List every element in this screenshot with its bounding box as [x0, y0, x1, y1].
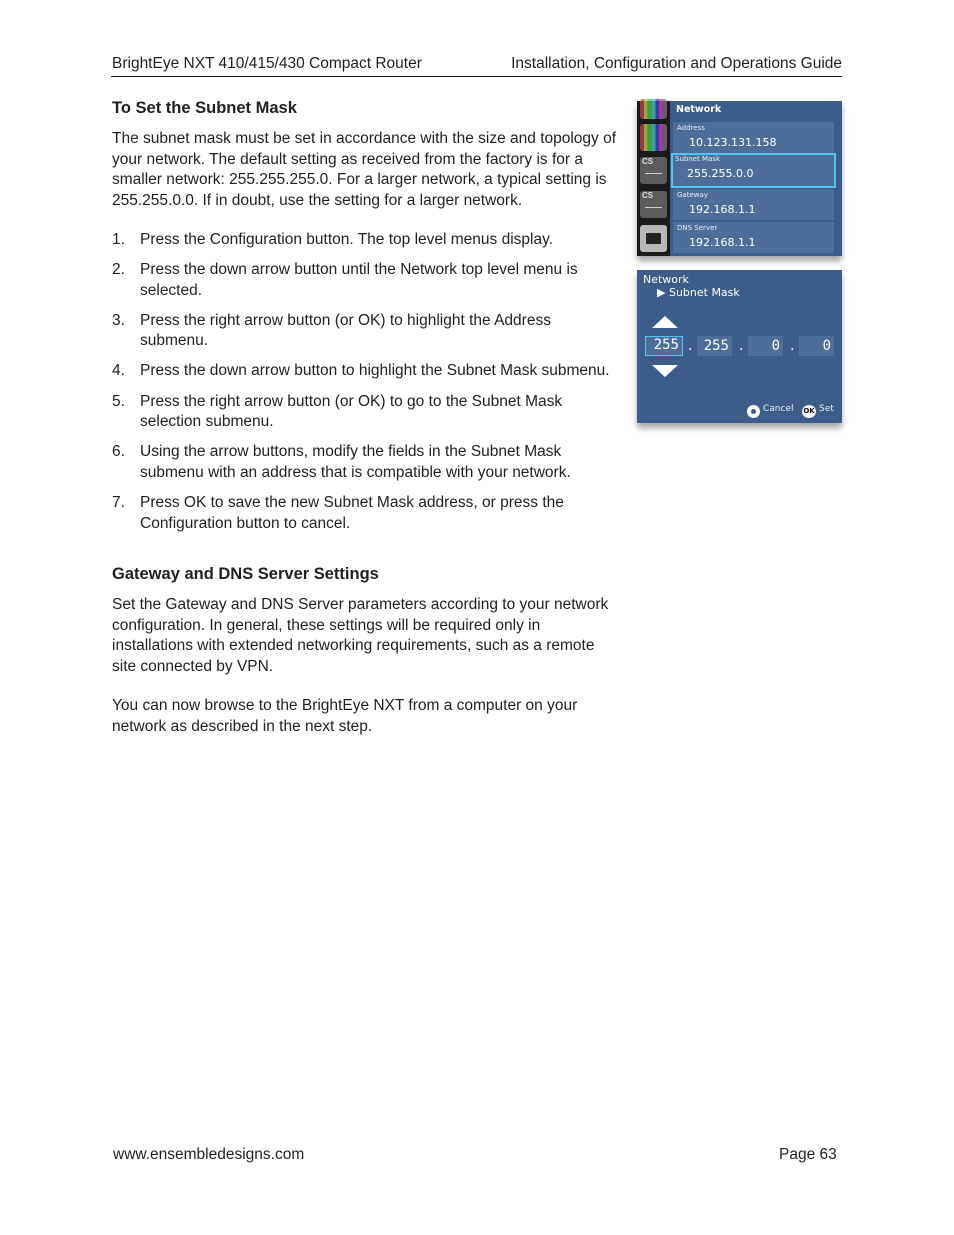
step-1: 1. Press the Configuration button. The top level menus display.: [112, 231, 553, 248]
octet-separator: .: [790, 338, 795, 354]
footer-website: www.ensembledesigns.com: [113, 1146, 305, 1163]
menu-title: Network: [676, 104, 722, 115]
octet-field-2[interactable]: 255: [697, 336, 732, 356]
color-bars-icon: [640, 124, 667, 151]
arrow-up-icon[interactable]: [652, 316, 678, 328]
octet-field-3[interactable]: 0: [748, 336, 783, 356]
crosspoint-icon: CS: [640, 191, 667, 218]
header-guide-title: Installation, Configuration and Operations Guide: [511, 55, 842, 72]
page-header: [111, 54, 842, 77]
menu-item-gateway[interactable]: Gateway 192.168.1.1: [673, 189, 834, 220]
section-title-gateway-dns: Gateway and DNS Server Settings: [112, 565, 379, 583]
gear-icon[interactable]: [747, 405, 760, 418]
menu-item-subnet-mask[interactable]: Subnet Mask 255.255.0.0: [671, 153, 836, 188]
step-2: 2. Press the down arrow button until the Network top level menu is selected.: [112, 261, 578, 299]
set-button[interactable]: Set: [819, 404, 834, 414]
browse-paragraph: You can now browse to the BrightEye NXT from a computer on your network as described in the next step.: [112, 697, 578, 735]
network-port-icon: [640, 225, 667, 252]
octet-field-4[interactable]: 0: [799, 336, 834, 356]
ok-icon[interactable]: OK: [802, 405, 816, 418]
menu-item-address[interactable]: Address 10.123.131.158: [673, 122, 834, 153]
octet-separator: .: [688, 338, 693, 354]
color-bars-icon: [640, 99, 667, 119]
step-6: 6. Using the arrow buttons, modify the fields in the Subnet Mask submenu with an address that is compatible with your network.: [112, 443, 571, 481]
gateway-paragraph: Set the Gateway and DNS Server parameters according to your network configuration. In general, these settings will be required only in installations with extended networking requirements, such as a remote site connected by VPN.: [112, 596, 609, 675]
cancel-button[interactable]: Cancel: [763, 404, 794, 414]
section-title-subnet-mask: To Set the Subnet Mask: [112, 99, 297, 117]
step-7: 7. Press OK to save the new Subnet Mask address, or press the Configuration button to cancel.: [112, 493, 564, 532]
header-product-name: BrightEye NXT 410/415/430 Compact Router: [112, 55, 422, 72]
subnet-mask-editor-screen: [637, 270, 842, 423]
subnet-steps-list: [112, 230, 622, 544]
octet-field-1[interactable]: 255: [645, 336, 683, 356]
subnet-intro-paragraph: The subnet mask must be set in accordance with the size and topology of your network. The default setting as received from the factory is for a smaller network: 255.255.255.0. For a larger network, a typical setting is 255.255.0.0. If in doubt, use the setting for a larger network.: [112, 130, 617, 209]
network-menu-screen: [637, 101, 842, 256]
footer-page-number: Page 63: [779, 1146, 837, 1163]
editor-title: Network: [643, 273, 689, 286]
menu-item-dns-server[interactable]: DNS Server 192.168.1.1: [673, 222, 834, 253]
arrow-down-icon[interactable]: [652, 365, 678, 377]
step-4: 4. Press the down arrow button to highlight the Subnet Mask submenu.: [112, 362, 610, 380]
step-3: 3. Press the right arrow button (or OK) to highlight the Address submenu.: [112, 311, 551, 350]
menu-icon-bar: [637, 101, 670, 256]
crosspoint-icon: CS: [640, 157, 667, 184]
step-5: 5. Press the right arrow button (or OK) to go to the Subnet Mask selection submenu.: [112, 392, 563, 431]
octet-separator: .: [739, 338, 744, 354]
editor-subtitle: ▶ Subnet Mask: [657, 286, 740, 299]
